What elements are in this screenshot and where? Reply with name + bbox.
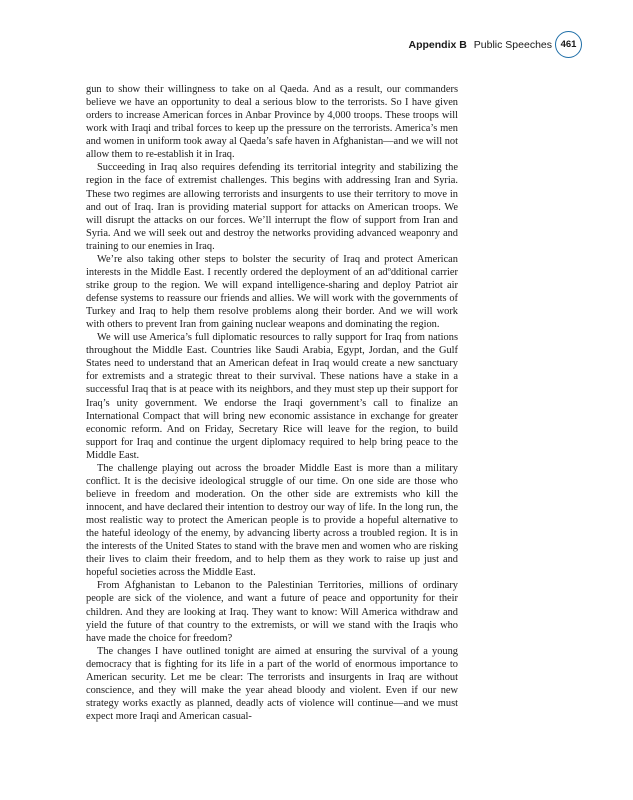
running-head-section: Appendix B [408, 39, 467, 51]
paragraph: gun to show their willingness to take on al Qaeda. And as a result, our commanders believe we have an opportunity to deal a serious blow to the terrorists. So I have given orders to increase American forces in Anbar Province by 4,000 troops. These troops will work with Iraqi and tribal forces to keep up the pressure on the terrorists. America’s men and women in uniform took away al Qaeda’s safe haven in Afghanistan—and we will not allow them to re-establish it in Iraq. [86, 84, 458, 161]
running-head [409, 39, 552, 51]
body-text [86, 83, 458, 723]
paragraph: The changes I have outlined tonight are aimed at ensuring the survival of a young democracy that is fighting for its life in a part of the world of enormous importance to American security. Let me be clear: The terrorists and insurgents in Iraq are without conscience, and they will make the year ahead bloody and violent. Even if our new strategy works exactly as planned, deadly acts of violence will continue—and we must expect more Iraqi and American casual- [86, 645, 458, 722]
paragraph: We will use America’s full diplomatic resources to rally support for Iraq from nations throughout the Middle East. Countries like Saudi Arabia, Egypt, Jordan, and the Gulf States need to understand that an American defeat in Iraq would create a new sanctuary for extremists and a strategic threat to their survival. These nations have a stake in a successful Iraq that is at peace with its neighbors, and they must step up their support for Iraq’s unity government. We endorse the Iraqi government’s call to finalize an International Compact that will bring new economic assistance in exchange for greater economic reform. And on Friday, Secretary Rice will leave for the region, to build support for Iraq and continue the urgent diplomacy required to help bring peace to the Middle East. [86, 332, 458, 461]
paragraph: Succeeding in Iraq also requires defending its territorial integrity and stabilizing the region in the face of extremist challenges. This begins with addressing Iran and Syria. These two regimes are allowing terrorists and insurgents to use their territory to move in and out of Iraq. Iran is providing material support for attacks on American troops. We will disrupt the attacks on our forces. We’ll interrupt the flow of support from Iran and Syria. And we will seek out and destroy the networks providing advanced weaponry and training to our enemies in Iraq. [86, 162, 458, 252]
page-number: 461 [555, 31, 582, 58]
paragraph: We’re also taking other steps to bolster the security of Iraq and protect American interests in the Middle East. I recently ordered the deployment of an adºdditional carrier strike group to the region. We will expand intelligence-sharing and deploy Patriot air defense systems to reassure our friends and allies. We will work with the governments of Turkey and Iraq to help them resolve problems along their border. And we will work with others to prevent Iran from gaining nuclear weapons and dominating the region. [86, 253, 458, 331]
running-head-chapter: Public Speeches [473, 39, 552, 51]
paragraph: The challenge playing out across the broader Middle East is more than a military conflict. It is the decisive ideological struggle of our time. On one side are those who believe in freedom and moderation. On the other side are extremists who kill the innocent, and have declared their intention to destroy our way of life. In the long run, the most realistic way to protect the American people is to provide a hopeful alternative to the hateful ideology of the enemy, by advancing liberty across a troubled region. It is in the interests of the United States to stand with the brave men and women who are risking their lives to claim their freedom, and to help them as they work to raise up just and hopeful societies across the Middle East. [86, 462, 458, 579]
paragraph: From Afghanistan to Lebanon to the Palestinian Territories, millions of ordinary people are sick of the violence, and want a future of peace and opportunity for their children. And they are looking at Iraq. They want to know: Will America withdraw and yield the future of that country to the extremists, or will we stand with the Iraqis who have made the choice for freedom? [86, 580, 458, 644]
